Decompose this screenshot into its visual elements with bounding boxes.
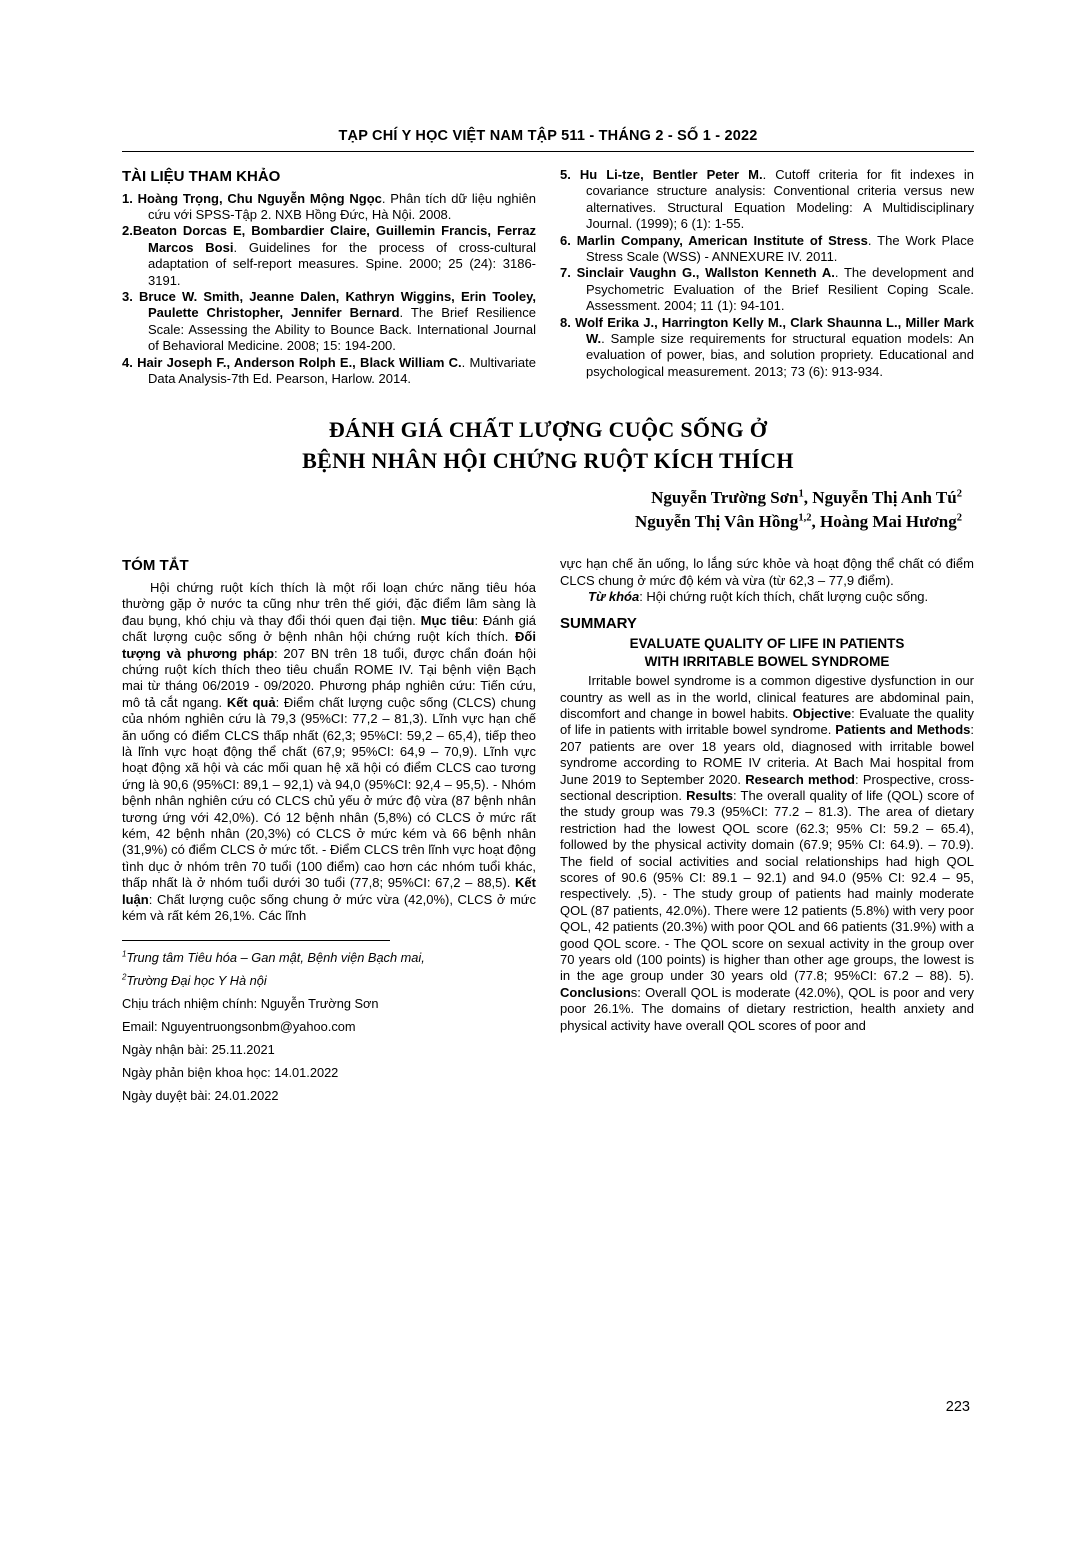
text-segment: Ngày nhận bài: 25.11.2021	[122, 1042, 275, 1058]
footnote-line	[122, 1065, 536, 1081]
text-segment: 1. Hoàng Trọng, Chu Nguyễn Mộng Ngọc	[122, 190, 382, 206]
text-segment: 6. Marlin Company, American Institute of Stress	[560, 232, 868, 248]
text-segment: Trung tâm Tiêu hóa – Gan mật, Bệnh viện Bạch mai,	[126, 950, 425, 966]
text-segment: : The overall quality of life (QOL) score of the study group was 79.3 (95%CI: 77.2 – 81.3). The area of dietary restriction had the lowest QOL score (62.3; 95% CI: 59.2 – 65.4), followed by the physical activity domain (67.9; 95% CI: 64.9). – 70.9). The field of social activities and social relationships had high QOL scores of 90.6 (95% CI: 89.1 – 92.1) and 94.0 (95% CI: 92.4 – 95, respectively. ,5). - The study group of patients had mainly moderate QOL (87 patients, 42.0%). There were 12 patients (5.8%) with very poor QOL, 42 patients (20.3%) with poor QOL and 66 patients (31.9%) with a good QOL score. - The QOL score on sexual activity in the group over 70 years old (100 points) is higher than other age groups, the lowest is in the age group under 30 years old (77.8; 95%CI: 67.2 – 88). 5).	[560, 787, 975, 984]
reference-item	[560, 233, 974, 266]
text-segment: . Guidelines for the process of cross-cultural adaptation of self-report measures. Spine. 2000; 25 (24): 3186-3191.	[148, 239, 537, 288]
summary-paragraph	[560, 673, 974, 1034]
journal-header	[122, 128, 974, 152]
text-segment: Patients and Methods	[835, 722, 971, 738]
reference-item	[560, 167, 974, 233]
text-segment: : Evaluate the quality of life in patients with irritable bowel syndrome.	[560, 705, 974, 738]
body-section	[122, 556, 974, 1111]
text-segment: Nguyễn Trường Sơn	[651, 488, 799, 508]
footnote-block	[122, 940, 536, 1104]
text-segment: 2.Beaton Dorcas E, Bombardier Claire, Guillemin Francis, Ferraz Marcos Bosi	[122, 223, 536, 255]
references-list-left	[122, 191, 536, 388]
text-segment: : Hội chứng ruột kích thích, chất lượng cuộc sống.	[639, 589, 929, 605]
references-left-column	[122, 167, 536, 387]
text-segment: : Đánh giá chất lượng cuộc sống ở bệnh nhân hội chứng ruột kích thích.	[122, 612, 536, 645]
summary-column	[560, 556, 974, 1111]
text-segment: . Cutoff criteria for fit indexes in covariance structure analysis: Conventional criteria versus new alternatives. Structural Equation Modeling: A Multidisciplinary Journal. (1999); 6 (1): 1-55.	[586, 167, 974, 232]
abstract-heading: TÓM TẮT	[122, 557, 189, 575]
text-segment: . The Brief Resilience Scale: Assessing the Ability to Bounce Back. International Journal of Behavioral Medicine. 2008; 15: 194-200.	[148, 305, 536, 354]
summary-subtitle	[560, 635, 974, 670]
reference-item	[122, 223, 536, 289]
footnote-lines	[122, 950, 536, 1104]
text-segment: 3. Bruce W. Smith, Jeanne Dalen, Kathryn Wiggins, Erin Tooley, Paulette Christopher, Jennifer Bernard	[122, 288, 536, 321]
authors-line2	[122, 510, 962, 534]
authors-line1	[122, 486, 962, 510]
text-segment: Conclusion	[560, 984, 631, 1000]
text-segment: , Hoàng Mai Hương	[811, 512, 957, 532]
references-right-column	[560, 167, 974, 387]
text-segment: : Điểm chất lượng cuộc sống (CLCS) chung của nhóm nghiên cứu là 79,3 (95%CI: 77,2 – 81,3). Lĩnh vực hạn chế ăn uống có điểm CLCS thấp nhất (62,3; 95%CI: 59,2 – 65,4), tiếp theo là lĩnh vực hoạt động thể chất (67,9; 95%CI: 64,9 – 70,9). Lĩnh vực hoạt động xã hội và các mối quan hệ xã hội có điểm CLCS cao tương ứng là 90,6 (95%CI: 89,1 – 92,1) và 94,0 (95%CI: 92,4 – 95,5). - Nhóm bệnh nhân nghiên cứu có CLCS chủ yếu ở mức độ vừa (87 bệnh nhân tương ứng với 42,0%). Có 12 bệnh nhân (5,8%) có CLCS ở mức rất kém, 42 bệnh nhân (20,3%) có CLCS ở mức kém và 66 bệnh nhân (31,9%) có điểm CLCS ở mức tốt. - Điểm CLCS trên lĩnh vực hoạt động tình dục ở nhóm trên 70 tuổi (100 điểm) cao hơn các nhóm tuổi khác, thấp nhất là ở nhóm tuổi dưới 30 tuổi (77,8; 95%CI: 67,2 – 88,5).	[122, 694, 536, 891]
text-segment: . Sample size requirements for structural equation models: An evaluation of power, bias, and solution propriety. Educational and psychological measurement. 2013; 73 (6): 913-934.	[586, 331, 974, 379]
footnote-line	[122, 1042, 536, 1058]
text-segment: 2	[122, 973, 127, 983]
text-segment: 5. Hu Li-tze, Bentler Peter M.	[560, 167, 763, 182]
reference-item	[122, 355, 536, 388]
footnote-line	[122, 950, 536, 966]
reference-item	[560, 315, 974, 381]
text-segment: Hội chứng ruột kích thích là một rối loạn chức năng tiêu hóa thường gặp ở nước ta cũng như trên thế giới, đặc điểm lâm sàng là đau bụng, khó chịu và thay đổi thói quen đại tiện.	[122, 579, 536, 628]
text-segment: . The Work Place Stress Scale (WSS) - ANNEXURE IV. 2011.	[586, 232, 975, 265]
article-title-line1: ĐÁNH GIÁ CHẤT LƯỢNG CUỘC SỐNG Ở	[328, 417, 768, 443]
text-segment: Results	[686, 787, 734, 803]
keywords-paragraph	[560, 589, 974, 605]
text-segment: Đối tượng và phương pháp	[122, 629, 536, 661]
text-segment: 4. Hair Joseph F., Anderson Rolph E., Black William C.	[122, 354, 462, 370]
text-segment: Objective	[792, 705, 852, 721]
text-segment: Nguyễn Thị Vân Hồng	[635, 512, 799, 532]
text-segment: : Chất lượng cuộc sống chung ở mức vừa (42,0%), CLCS ở mức kém và rất kém 26,1%. Các lĩnh	[122, 891, 536, 923]
text-segment: Kết quả	[226, 694, 276, 710]
text-segment: Ngày duyệt bài: 24.01.2022	[122, 1088, 279, 1104]
text-segment: Research method	[745, 771, 855, 787]
text-segment: Trường Đại học Y Hà nội	[126, 973, 267, 989]
summary-subtitle-line1: EVALUATE QUALITY OF LIFE IN PATIENTS	[629, 636, 905, 652]
reference-item	[560, 265, 974, 314]
text-segment: Mục tiêu	[420, 612, 475, 628]
text-segment: Ngày phản biện khoa học: 14.01.2022	[122, 1065, 339, 1081]
text-segment: Chịu trách nhiệm chính: Nguyễn Trường Sơn	[122, 996, 379, 1012]
text-segment: Kết luận	[122, 875, 536, 907]
text-segment: Irritable bowel syndrome is a common digestive dysfunction in our country as well as in the world, clinical features are abdominal pain, discomfort and change in bowel habits.	[560, 673, 974, 721]
text-segment: , Nguyễn Thị Anh Tú	[803, 488, 957, 508]
abstract-continuation-paragraph	[560, 556, 974, 589]
text-segment: : Prospective, cross-sectional description.	[560, 771, 974, 803]
text-segment: . The development and Psychometric Evaluation of the Brief Resilient Coping Scale. Assessment. 2004; 11 (1): 94-101.	[586, 265, 974, 314]
summary-subtitle-line2: WITH IRRITABLE BOWEL SYNDROME	[644, 653, 890, 669]
text-segment: 1	[122, 950, 127, 960]
footnote-line	[122, 996, 536, 1012]
text-segment: : 207 BN trên 18 tuổi, được chẩn đoán hội chứng ruột kích thích theo tiêu chuẩn ROME IV. Tại bệnh viện Bạch mai từ tháng 06/2019 - 09/2020. Phương pháp nghiên cứu: Tiến cứu, mô tả cắt ngang.	[122, 645, 536, 710]
text-segment: 2	[956, 488, 962, 500]
abstract-column	[122, 556, 536, 1111]
text-segment: 7. Sinclair Vaughn G., Wallston Kenneth A.	[560, 265, 835, 281]
article-title	[122, 414, 974, 476]
footnote-line	[122, 1019, 536, 1035]
references-section	[122, 167, 974, 387]
references-heading: TÀI LIỆU THAM KHẢO	[122, 168, 281, 185]
text-segment: 8. Wolf Erika J., Harrington Kelly M., Clark Shaunna L., Miller Mark W.	[560, 314, 974, 347]
text-segment: vực hạn chế ăn uống, lo lắng sức khỏe và hoạt động thể chất có điểm CLCS chung ở mức độ kém và vừa (từ 62,3 – 77,9 điểm).	[560, 556, 974, 588]
references-list-right	[560, 167, 974, 380]
reference-item	[122, 191, 536, 224]
text-segment: : 207 patients are over 18 years old, diagnosed with irritable bowel syndrome according to ROME IV criteria. At Bach Mai hospital from June 2019 to September 2020.	[560, 722, 974, 787]
summary-heading: SUMMARY	[560, 614, 637, 632]
reference-item	[122, 289, 536, 355]
text-segment: 1,2	[798, 512, 812, 524]
text-segment: . Multivariate Data Analysis-7th Ed. Pearson, Harlow. 2014.	[148, 354, 536, 386]
text-segment: 2	[956, 512, 962, 524]
page-number: 223	[945, 1399, 970, 1415]
text-segment: Email: Nguyentruongsonbm@yahoo.com	[122, 1019, 356, 1035]
text-segment: s: Overall QOL is moderate (42.0%), QOL is poor and very poor 26.1%. The domains of dietary restriction, health anxiety and physical activity have overall QOL scores of poor and	[560, 984, 974, 1033]
text-segment: 1	[798, 488, 804, 500]
text-segment: . Phân tích dữ liệu nghiên cứu với SPSS-Tập 2. NXB Hồng Đức, Hà Nội. 2008.	[148, 190, 536, 222]
authors-block	[122, 486, 974, 534]
footnote-line	[122, 1088, 536, 1104]
article-title-line2: BỆNH NHÂN HỘI CHỨNG RUỘT KÍCH THÍCH	[302, 448, 794, 474]
journal-title: TẠP CHÍ Y HỌC VIỆT NAM TẬP 511 - THÁNG 2 - SỐ 1 - 2022	[338, 128, 758, 144]
abstract-paragraph	[122, 580, 536, 925]
footnote-line	[122, 973, 536, 989]
text-segment: Từ khóa	[588, 589, 640, 605]
footnote-divider	[122, 940, 390, 941]
